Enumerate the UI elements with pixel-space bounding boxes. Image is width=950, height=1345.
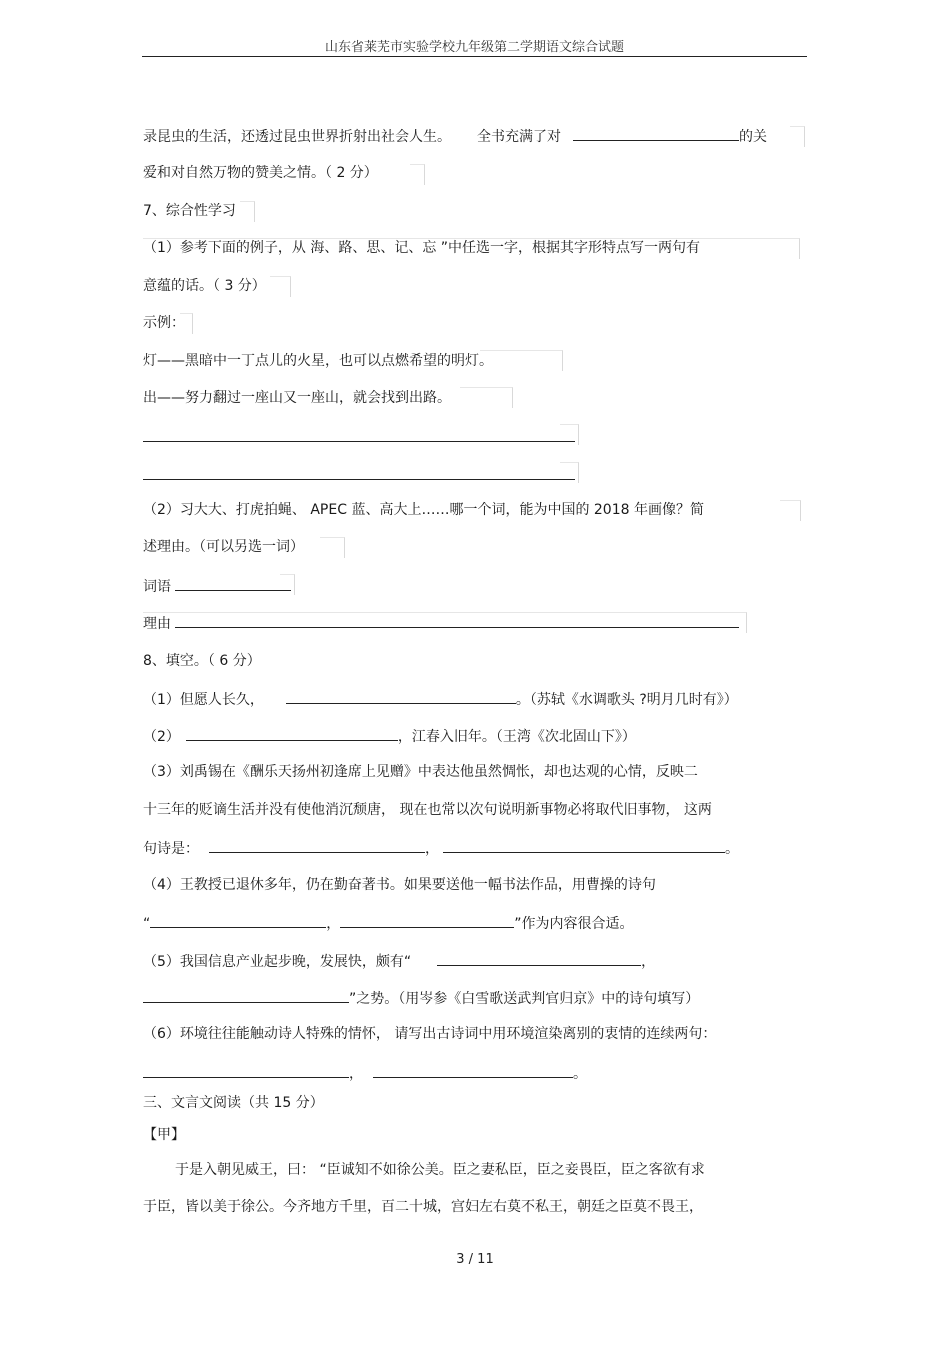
text-line: 出——努力翻过一座山又一座山，就会找到出路。 (143, 390, 451, 406)
text-line: 灯——黑暗中一丁点儿的火星，也可以点燃希望的明灯。 (143, 353, 493, 369)
text-line: （4）王教授已退休多年，仍在勤奋著书。如果要送他一幅书法作品，用曹操的诗句 (143, 877, 656, 893)
text-line: ， 。 (143, 1063, 587, 1083)
text-line: “ ， ”作为内容很合适。 (143, 913, 634, 933)
text-frame (240, 201, 255, 222)
section-heading: 8、填空。（ 6 分） (143, 653, 261, 669)
answer-blank[interactable] (143, 988, 349, 1003)
text-frame (320, 537, 345, 558)
text-line: （5）我国信息产业起步晚，发展快，颇有“ ， (143, 951, 655, 971)
answer-blank[interactable] (209, 838, 425, 853)
text-line: （1）参考下面的例子，从 海、路、思、记、忘 ”中任选一字，根据其字形特点写一两句有 (143, 240, 701, 256)
page-header: 山东省莱芜市实验学校九年级第二学期语文综合试题 (324, 40, 624, 55)
text-line: （2）习大大、打虎拍蝇、 APEC 蓝、高大上……哪一个词，能为中国的 2018 年画像？简 (143, 502, 704, 518)
page-number: 3 / 11 (456, 1252, 494, 1267)
text-frame (780, 500, 801, 521)
text-line: 理由 (143, 613, 739, 633)
answer-blank[interactable] (437, 951, 641, 966)
answer-blank[interactable] (150, 913, 326, 928)
text-line: 于是入朝见威王，曰： “臣诚知不如徐公美。臣之妻私臣，臣之妾畏臣，臣之客欲有求 (175, 1162, 705, 1178)
text-frame (790, 126, 805, 147)
text-line: 十三年的贬谪生活并没有使他消沉颓唐， 现在也常以次句说明新事物必将取代旧事物， 这两 (143, 802, 712, 818)
text-frame (270, 276, 291, 297)
text-line: 示例： (143, 315, 185, 331)
text-line: 词语 (143, 576, 291, 596)
answer-blank[interactable] (573, 126, 739, 141)
answer-blank[interactable] (175, 613, 739, 628)
section-heading: 7、综合性学习 (143, 203, 236, 219)
text-line: 录昆虫的生活，还透过昆虫世界折射出社会人生。 全书充满了对 的关 (143, 126, 767, 146)
answer-blank[interactable] (143, 1063, 349, 1078)
text-line: （6）环境往往能触动诗人特殊的情怀， 请写出古诗词中用环境渲染离别的衷情的连续两句： (143, 1026, 717, 1042)
answer-blank[interactable] (186, 726, 398, 741)
text-line: 述理由。（可以另选一词） (143, 539, 304, 555)
text-line: ”之势。（用岑参《白雪歌送武判官归京》中的诗句填写） (143, 988, 699, 1008)
answer-blank[interactable] (373, 1063, 573, 1078)
text-line: （1）但愿人长久， 。（苏轼《水调歌头 ?明月几时有》） (143, 689, 738, 709)
section-heading: 三、文言文阅读（共 15 分） (143, 1095, 324, 1111)
answer-line[interactable] (143, 441, 575, 442)
text-frame (410, 164, 425, 185)
text-line: 句诗是： ， 。 (143, 838, 739, 858)
answer-blank[interactable] (340, 913, 514, 928)
text-frame (460, 387, 513, 408)
answer-line[interactable] (143, 479, 575, 480)
text-line: （2） ，江春入旧年。（王湾《次北固山下》） (143, 726, 636, 746)
answer-blank[interactable] (286, 689, 516, 704)
text-line: （3）刘禹锡在《酬乐天扬州初逢席上见赠》中表达他虽然惆怅，却也达观的心情，反映二 (143, 764, 698, 780)
text-line: 于臣，皆以美于徐公。今齐地方千里，百二十城，宫妇左右莫不私王，朝廷之臣莫不畏王， (143, 1199, 703, 1215)
answer-blank[interactable] (175, 576, 291, 591)
answer-blank[interactable] (443, 838, 725, 853)
text-line: 爱和对自然万物的赞美之情。（ 2 分） (143, 165, 378, 181)
text-line: 意蕴的话。（ 3 分） (143, 278, 266, 294)
header-rule (142, 56, 807, 57)
text-line: 【甲】 (143, 1127, 185, 1143)
